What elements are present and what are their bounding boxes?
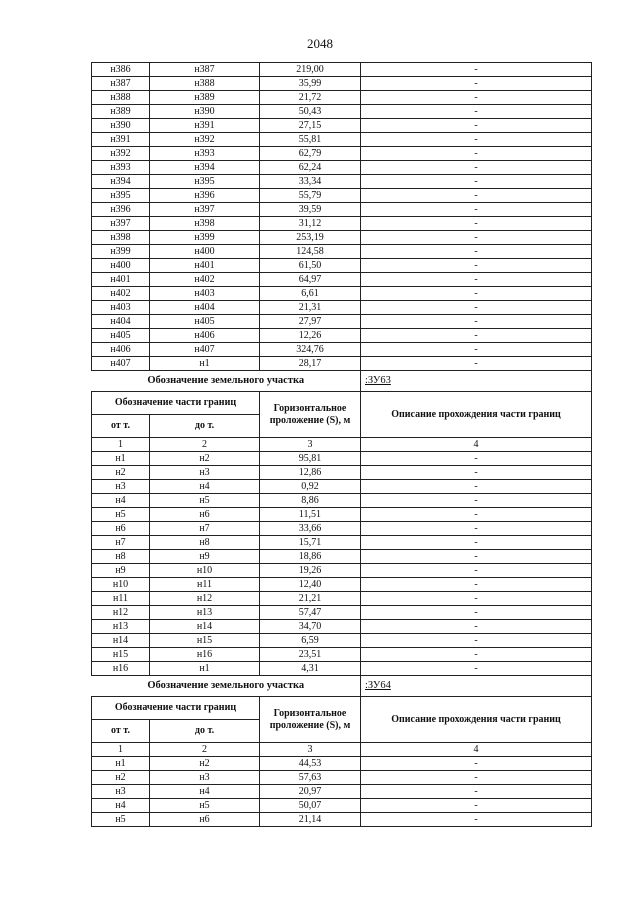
from-point-cell: н13 bbox=[92, 620, 150, 634]
from-point-cell: н403 bbox=[92, 301, 150, 315]
to-point-cell: н11 bbox=[150, 578, 260, 592]
description-cell: - bbox=[361, 771, 592, 785]
table-row bbox=[92, 648, 592, 662]
from-point-cell: н397 bbox=[92, 217, 150, 231]
table-row bbox=[92, 287, 592, 301]
header-row bbox=[92, 697, 592, 720]
to-point-cell: н4 bbox=[150, 480, 260, 494]
length-cell: 35,99 bbox=[260, 77, 361, 91]
header-row bbox=[92, 392, 592, 415]
from-point-cell: н8 bbox=[92, 550, 150, 564]
to-point-cell: н9 bbox=[150, 550, 260, 564]
boundary-table bbox=[91, 62, 592, 827]
from-point-cell: н10 bbox=[92, 578, 150, 592]
to-point-cell: н389 bbox=[150, 91, 260, 105]
description-cell: - bbox=[361, 329, 592, 343]
plot-number: :ЗУ63 bbox=[361, 371, 592, 392]
from-point-cell: н404 bbox=[92, 315, 150, 329]
description-cell: - bbox=[361, 91, 592, 105]
table-row bbox=[92, 231, 592, 245]
table-row bbox=[92, 757, 592, 771]
length-cell: 21,21 bbox=[260, 592, 361, 606]
from-point-cell: н2 bbox=[92, 771, 150, 785]
to-point-cell: н5 bbox=[150, 799, 260, 813]
to-header: до т. bbox=[150, 415, 260, 438]
to-point-cell: н1 bbox=[150, 662, 260, 676]
to-point-cell: н12 bbox=[150, 592, 260, 606]
boundary-table-body bbox=[92, 63, 592, 827]
column-number: 1 bbox=[92, 438, 150, 452]
description-cell: - bbox=[361, 119, 592, 133]
description-cell: - bbox=[361, 648, 592, 662]
length-cell: 19,26 bbox=[260, 564, 361, 578]
to-point-cell: н16 bbox=[150, 648, 260, 662]
length-cell: 64,97 bbox=[260, 273, 361, 287]
from-point-cell: н400 bbox=[92, 259, 150, 273]
length-cell: 12,26 bbox=[260, 329, 361, 343]
description-cell: - bbox=[361, 508, 592, 522]
column-number-row bbox=[92, 438, 592, 452]
to-point-cell: н400 bbox=[150, 245, 260, 259]
length-cell: 50,43 bbox=[260, 105, 361, 119]
table-row bbox=[92, 189, 592, 203]
to-point-cell: н394 bbox=[150, 161, 260, 175]
table-row bbox=[92, 662, 592, 676]
column-number: 4 bbox=[361, 438, 592, 452]
length-cell: 23,51 bbox=[260, 648, 361, 662]
from-point-cell: н389 bbox=[92, 105, 150, 119]
from-point-cell: н395 bbox=[92, 189, 150, 203]
description-cell: - bbox=[361, 217, 592, 231]
length-cell: 20,97 bbox=[260, 785, 361, 799]
description-cell: - bbox=[361, 785, 592, 799]
from-point-cell: н390 bbox=[92, 119, 150, 133]
column-number: 3 bbox=[260, 438, 361, 452]
from-point-cell: н5 bbox=[92, 813, 150, 827]
plot-title-row bbox=[92, 371, 592, 392]
length-cell: 324,76 bbox=[260, 343, 361, 357]
from-point-cell: н5 bbox=[92, 508, 150, 522]
description-cell: - bbox=[361, 315, 592, 329]
to-point-cell: н4 bbox=[150, 785, 260, 799]
table-row bbox=[92, 578, 592, 592]
to-point-cell: н392 bbox=[150, 133, 260, 147]
description-cell: - bbox=[361, 245, 592, 259]
from-point-cell: н7 bbox=[92, 536, 150, 550]
column-number: 1 bbox=[92, 743, 150, 757]
description-cell: - bbox=[361, 634, 592, 648]
length-cell: 11,51 bbox=[260, 508, 361, 522]
from-point-cell: н11 bbox=[92, 592, 150, 606]
to-point-cell: н1 bbox=[150, 357, 260, 371]
page-number: 2048 bbox=[307, 36, 333, 51]
length-cell: 8,86 bbox=[260, 494, 361, 508]
from-point-cell: н3 bbox=[92, 785, 150, 799]
length-cell: 33,34 bbox=[260, 175, 361, 189]
table-row bbox=[92, 245, 592, 259]
from-point-cell: н14 bbox=[92, 634, 150, 648]
from-point-cell: н12 bbox=[92, 606, 150, 620]
to-point-cell: н15 bbox=[150, 634, 260, 648]
table-row bbox=[92, 329, 592, 343]
table-row bbox=[92, 63, 592, 77]
to-point-cell: н404 bbox=[150, 301, 260, 315]
description-cell: - bbox=[361, 606, 592, 620]
length-cell: 15,71 bbox=[260, 536, 361, 550]
part-caption-header: Обозначение части границ bbox=[92, 697, 260, 720]
to-point-cell: н6 bbox=[150, 508, 260, 522]
length-cell: 12,40 bbox=[260, 578, 361, 592]
description-cell: - bbox=[361, 799, 592, 813]
table-row bbox=[92, 494, 592, 508]
to-point-cell: н402 bbox=[150, 273, 260, 287]
description-cell: - bbox=[361, 203, 592, 217]
from-header: от т. bbox=[92, 415, 150, 438]
to-point-cell: н393 bbox=[150, 147, 260, 161]
to-point-cell: н388 bbox=[150, 77, 260, 91]
column-number: 3 bbox=[260, 743, 361, 757]
description-cell: - bbox=[361, 480, 592, 494]
length-header: Горизонтальное проложение (S), м bbox=[260, 392, 361, 438]
table-row bbox=[92, 175, 592, 189]
table-row bbox=[92, 452, 592, 466]
to-point-cell: н10 bbox=[150, 564, 260, 578]
length-cell: 6,59 bbox=[260, 634, 361, 648]
description-cell: - bbox=[361, 189, 592, 203]
description-cell: - bbox=[361, 133, 592, 147]
table-row bbox=[92, 357, 592, 371]
from-point-cell: н393 bbox=[92, 161, 150, 175]
from-point-cell: н401 bbox=[92, 273, 150, 287]
to-point-cell: н2 bbox=[150, 452, 260, 466]
from-point-cell: н1 bbox=[92, 452, 150, 466]
from-point-cell: н4 bbox=[92, 799, 150, 813]
from-point-cell: н1 bbox=[92, 757, 150, 771]
table-row bbox=[92, 564, 592, 578]
table-row bbox=[92, 620, 592, 634]
to-point-cell: н7 bbox=[150, 522, 260, 536]
table-row bbox=[92, 161, 592, 175]
description-cell: - bbox=[361, 231, 592, 245]
from-point-cell: н396 bbox=[92, 203, 150, 217]
length-cell: 57,63 bbox=[260, 771, 361, 785]
description-cell: - bbox=[361, 175, 592, 189]
from-point-cell: н406 bbox=[92, 343, 150, 357]
description-cell: - bbox=[361, 259, 592, 273]
from-point-cell: н391 bbox=[92, 133, 150, 147]
length-cell: 6,61 bbox=[260, 287, 361, 301]
length-cell: 21,31 bbox=[260, 301, 361, 315]
length-cell: 55,79 bbox=[260, 189, 361, 203]
description-cell: - bbox=[361, 522, 592, 536]
from-point-cell: н2 bbox=[92, 466, 150, 480]
from-point-cell: н387 bbox=[92, 77, 150, 91]
length-cell: 62,79 bbox=[260, 147, 361, 161]
description-cell: - bbox=[361, 578, 592, 592]
length-cell: 55,81 bbox=[260, 133, 361, 147]
table-row bbox=[92, 536, 592, 550]
plot-title-row bbox=[92, 676, 592, 697]
to-point-cell: н3 bbox=[150, 771, 260, 785]
to-point-cell: н3 bbox=[150, 466, 260, 480]
table-row bbox=[92, 119, 592, 133]
length-cell: 27,15 bbox=[260, 119, 361, 133]
plot-caption: Обозначение земельного участка bbox=[92, 676, 361, 697]
to-point-cell: н5 bbox=[150, 494, 260, 508]
length-cell: 39,59 bbox=[260, 203, 361, 217]
description-cell: - bbox=[361, 287, 592, 301]
length-cell: 21,14 bbox=[260, 813, 361, 827]
from-point-cell: н386 bbox=[92, 63, 150, 77]
table-row bbox=[92, 91, 592, 105]
description-cell: - bbox=[361, 564, 592, 578]
to-point-cell: н405 bbox=[150, 315, 260, 329]
length-cell: 253,19 bbox=[260, 231, 361, 245]
table-row bbox=[92, 217, 592, 231]
table-row bbox=[92, 592, 592, 606]
description-cell: - bbox=[361, 147, 592, 161]
to-point-cell: н396 bbox=[150, 189, 260, 203]
to-point-cell: н391 bbox=[150, 119, 260, 133]
table-row bbox=[92, 301, 592, 315]
table-row bbox=[92, 77, 592, 91]
length-cell: 33,66 bbox=[260, 522, 361, 536]
column-number: 2 bbox=[150, 743, 260, 757]
table-row bbox=[92, 203, 592, 217]
to-point-cell: н387 bbox=[150, 63, 260, 77]
from-point-cell: н15 bbox=[92, 648, 150, 662]
column-number: 2 bbox=[150, 438, 260, 452]
to-point-cell: н398 bbox=[150, 217, 260, 231]
from-point-cell: н394 bbox=[92, 175, 150, 189]
from-point-cell: н402 bbox=[92, 287, 150, 301]
table-row bbox=[92, 606, 592, 620]
length-cell: 34,70 bbox=[260, 620, 361, 634]
description-cell: - bbox=[361, 301, 592, 315]
table-row bbox=[92, 785, 592, 799]
table-row bbox=[92, 813, 592, 827]
from-point-cell: н392 bbox=[92, 147, 150, 161]
length-cell: 50,07 bbox=[260, 799, 361, 813]
table-row bbox=[92, 508, 592, 522]
table-row bbox=[92, 550, 592, 564]
description-cell: - bbox=[361, 343, 592, 357]
table-row bbox=[92, 259, 592, 273]
to-point-cell: н6 bbox=[150, 813, 260, 827]
part-caption-header: Обозначение части границ bbox=[92, 392, 260, 415]
length-cell: 12,86 bbox=[260, 466, 361, 480]
length-cell: 124,58 bbox=[260, 245, 361, 259]
description-header: Описание прохождения части границ bbox=[361, 392, 592, 438]
length-cell: 4,31 bbox=[260, 662, 361, 676]
from-point-cell: н4 bbox=[92, 494, 150, 508]
to-point-cell: н403 bbox=[150, 287, 260, 301]
description-cell: - bbox=[361, 452, 592, 466]
description-cell: - bbox=[361, 466, 592, 480]
to-point-cell: н401 bbox=[150, 259, 260, 273]
description-cell: - bbox=[361, 161, 592, 175]
from-point-cell: н3 bbox=[92, 480, 150, 494]
from-point-cell: н398 bbox=[92, 231, 150, 245]
length-cell: 27,97 bbox=[260, 315, 361, 329]
to-point-cell: н390 bbox=[150, 105, 260, 119]
table-row bbox=[92, 522, 592, 536]
length-cell: 57,47 bbox=[260, 606, 361, 620]
length-cell: 219,00 bbox=[260, 63, 361, 77]
length-cell: 18,86 bbox=[260, 550, 361, 564]
to-point-cell: н407 bbox=[150, 343, 260, 357]
description-cell: - bbox=[361, 63, 592, 77]
from-point-cell: н388 bbox=[92, 91, 150, 105]
description-cell: - bbox=[361, 592, 592, 606]
length-cell: 28,17 bbox=[260, 357, 361, 371]
to-point-cell: н13 bbox=[150, 606, 260, 620]
to-point-cell: н399 bbox=[150, 231, 260, 245]
description-cell: - bbox=[361, 536, 592, 550]
to-point-cell: н8 bbox=[150, 536, 260, 550]
from-header: от т. bbox=[92, 720, 150, 743]
table-row bbox=[92, 771, 592, 785]
description-cell: - bbox=[361, 757, 592, 771]
table-row bbox=[92, 634, 592, 648]
to-header: до т. bbox=[150, 720, 260, 743]
description-cell: - bbox=[361, 662, 592, 676]
table-row bbox=[92, 799, 592, 813]
column-number-row bbox=[92, 743, 592, 757]
column-number: 4 bbox=[361, 743, 592, 757]
table-row bbox=[92, 133, 592, 147]
description-cell: - bbox=[361, 273, 592, 287]
length-cell: 62,24 bbox=[260, 161, 361, 175]
length-cell: 31,12 bbox=[260, 217, 361, 231]
length-cell: 61,50 bbox=[260, 259, 361, 273]
to-point-cell: н14 bbox=[150, 620, 260, 634]
table-row bbox=[92, 466, 592, 480]
length-cell: 0,92 bbox=[260, 480, 361, 494]
description-cell: - bbox=[361, 550, 592, 564]
description-header: Описание прохождения части границ bbox=[361, 697, 592, 743]
table-row bbox=[92, 315, 592, 329]
length-cell: 44,53 bbox=[260, 757, 361, 771]
from-point-cell: н405 bbox=[92, 329, 150, 343]
description-cell: - bbox=[361, 620, 592, 634]
length-cell: 21,72 bbox=[260, 91, 361, 105]
from-point-cell: н16 bbox=[92, 662, 150, 676]
to-point-cell: н406 bbox=[150, 329, 260, 343]
plot-number: :ЗУ64 bbox=[361, 676, 592, 697]
to-point-cell: н395 bbox=[150, 175, 260, 189]
from-point-cell: н399 bbox=[92, 245, 150, 259]
length-header: Горизонтальное проложение (S), м bbox=[260, 697, 361, 743]
from-point-cell: н9 bbox=[92, 564, 150, 578]
to-point-cell: н2 bbox=[150, 757, 260, 771]
description-cell: - bbox=[361, 357, 592, 371]
table-row bbox=[92, 343, 592, 357]
length-cell: 95,81 bbox=[260, 452, 361, 466]
table-row bbox=[92, 105, 592, 119]
description-cell: - bbox=[361, 813, 592, 827]
description-cell: - bbox=[361, 105, 592, 119]
table-row bbox=[92, 273, 592, 287]
table-row bbox=[92, 147, 592, 161]
description-cell: - bbox=[361, 77, 592, 91]
from-point-cell: н407 bbox=[92, 357, 150, 371]
to-point-cell: н397 bbox=[150, 203, 260, 217]
table-row bbox=[92, 480, 592, 494]
plot-caption: Обозначение земельного участка bbox=[92, 371, 361, 392]
description-cell: - bbox=[361, 494, 592, 508]
from-point-cell: н6 bbox=[92, 522, 150, 536]
